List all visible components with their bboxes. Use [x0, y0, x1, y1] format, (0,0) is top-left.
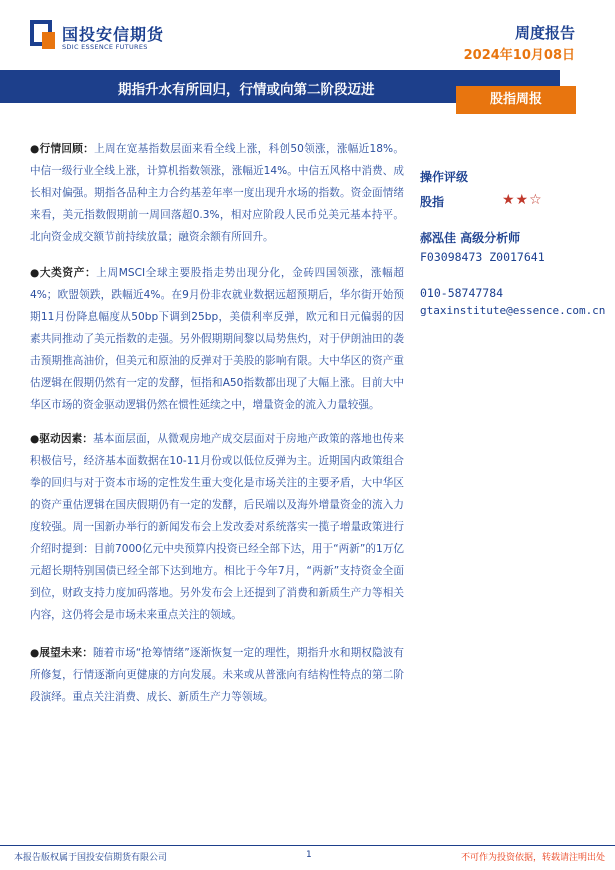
rating-subject: 股指 [420, 195, 445, 209]
section-text: 随着市场“抢筹情绪”逐渐恢复一定的理性，期指升水和期权隐波有所修复，行情逐渐向更健康的方向发展。未来或从普涨向有结构性特点的第二阶段演绎。重点关注消费、成长、新质生产力等领域。 [30, 647, 405, 703]
section-outlook [30, 642, 404, 708]
section-text: 基本面层面，从微观房地产成交层面对于房地产政策的落地也传来积极信号，经济基本面数据在10-11月份或以低位反弹为主。近期国内政策组合拳的回归与对于资本市场的定性发生重大变化是市场关注的主要矛盾，大中华区的资产重估逻辑在国庆假期仍有一定的发酵，后民端以及海外增量资金的流入力度较强。周一国新办举行的新闻发布会上发改委对系统落实一揽子增量政策进行介绍时提到：目前7000亿元中央预算内投资已经全部下达，用于“两新”的1万亿元超长期特别国债已经全部下达到地方。相比于今年7月，“两新”支持资金全面到位，财政支持力度加码落地。另外发布会上还提到了消费和新质生产力等相关内容，这仍将会是市场未来重点关注的领域。 [30, 433, 405, 621]
report-date: 2024年10月08日 [463, 48, 575, 63]
logo-mark-icon [30, 20, 56, 50]
page-header [0, 0, 615, 70]
logo-text-cn: 国投安信期货 [62, 25, 165, 44]
analyst-name: 郝泓佳 高级分析师 [420, 231, 521, 245]
rating-row [420, 193, 615, 211]
footer-copyright: 本报告版权属于国投安信期货有限公司 [14, 853, 168, 863]
section-label: 展望未来： [39, 647, 93, 659]
logo-text-en: SDIC ESSENCE FUTURES [62, 43, 148, 51]
category-tag: 股指周报 [456, 86, 576, 114]
page-number: 1 [306, 850, 312, 860]
report-type: 周度报告 [514, 24, 575, 42]
sidebar [420, 168, 615, 317]
section-text: 上周在宽基指数层面来看全线上涨，科创50领涨，涨幅近18%。中信一级行业全线上涨，计算机指数领涨，涨幅近14%。中信五风格中消费、成长相对偏强。期指各品种主力合约基差年率一度出现升水场的指数。资金面情绪来看，美元指数假期前一周回落超0.3%，相对应阶段人民币兑美元基本持平。北向资金成交额节前持续放量；融资余额有所回升。 [30, 143, 405, 243]
bullet-icon: ● [30, 647, 40, 659]
section-drivers [30, 428, 404, 626]
rating-stars-icon: ★★☆ [502, 192, 543, 208]
section-market-review [30, 138, 404, 248]
footer-disclaimer: 不可作为投资依据，转载请注明出处 [460, 853, 605, 863]
rating-title: 操作评级 [420, 170, 469, 184]
section-asset-classes [30, 262, 404, 416]
bullet-icon: ● [30, 143, 40, 155]
bullet-icon: ● [30, 267, 40, 279]
footer-divider [0, 845, 615, 846]
section-label: 行情回顾： [39, 143, 95, 155]
contact-email[interactable]: gtaxinstitute@essence.com.cn [420, 304, 606, 317]
section-text: 上周MSCI全球主要股指走势出现分化，金砖四国领涨，涨幅超4%；欧盟领跌，跌幅近4%。在9月份非农就业数据远超预期后，华尔街开始预期11月份降息幅度从50bp下调到25bp，美债利率反弹，欧元和日元偏弱的因素共同推动了美元指数的走强。另外假期期间黎以局势焦灼，对于伊朗油田的袭击预期推高油价，但美元和原油的反弹对于美股的影响有限。大中华区的资产重估逻辑在假期仍然有一定的发酵，恒指和A50指数都出现了大幅上涨。目前大中华区市场的资金驱动逻辑仍然在惯性延续之中，增量资金的流入力量较强。 [30, 267, 405, 411]
bullet-icon: ● [30, 433, 40, 445]
company-logo [30, 20, 210, 56]
analyst-certificates: F03098473 Z0017641 [420, 250, 545, 264]
report-title: 期指升水有所回归，行情或向第二阶段迈进 [118, 82, 375, 98]
section-label: 驱动因素： [39, 433, 94, 445]
section-label: 大类资产： [39, 267, 97, 279]
main-content [30, 138, 404, 722]
contact-phone: 010-58747784 [420, 286, 504, 300]
